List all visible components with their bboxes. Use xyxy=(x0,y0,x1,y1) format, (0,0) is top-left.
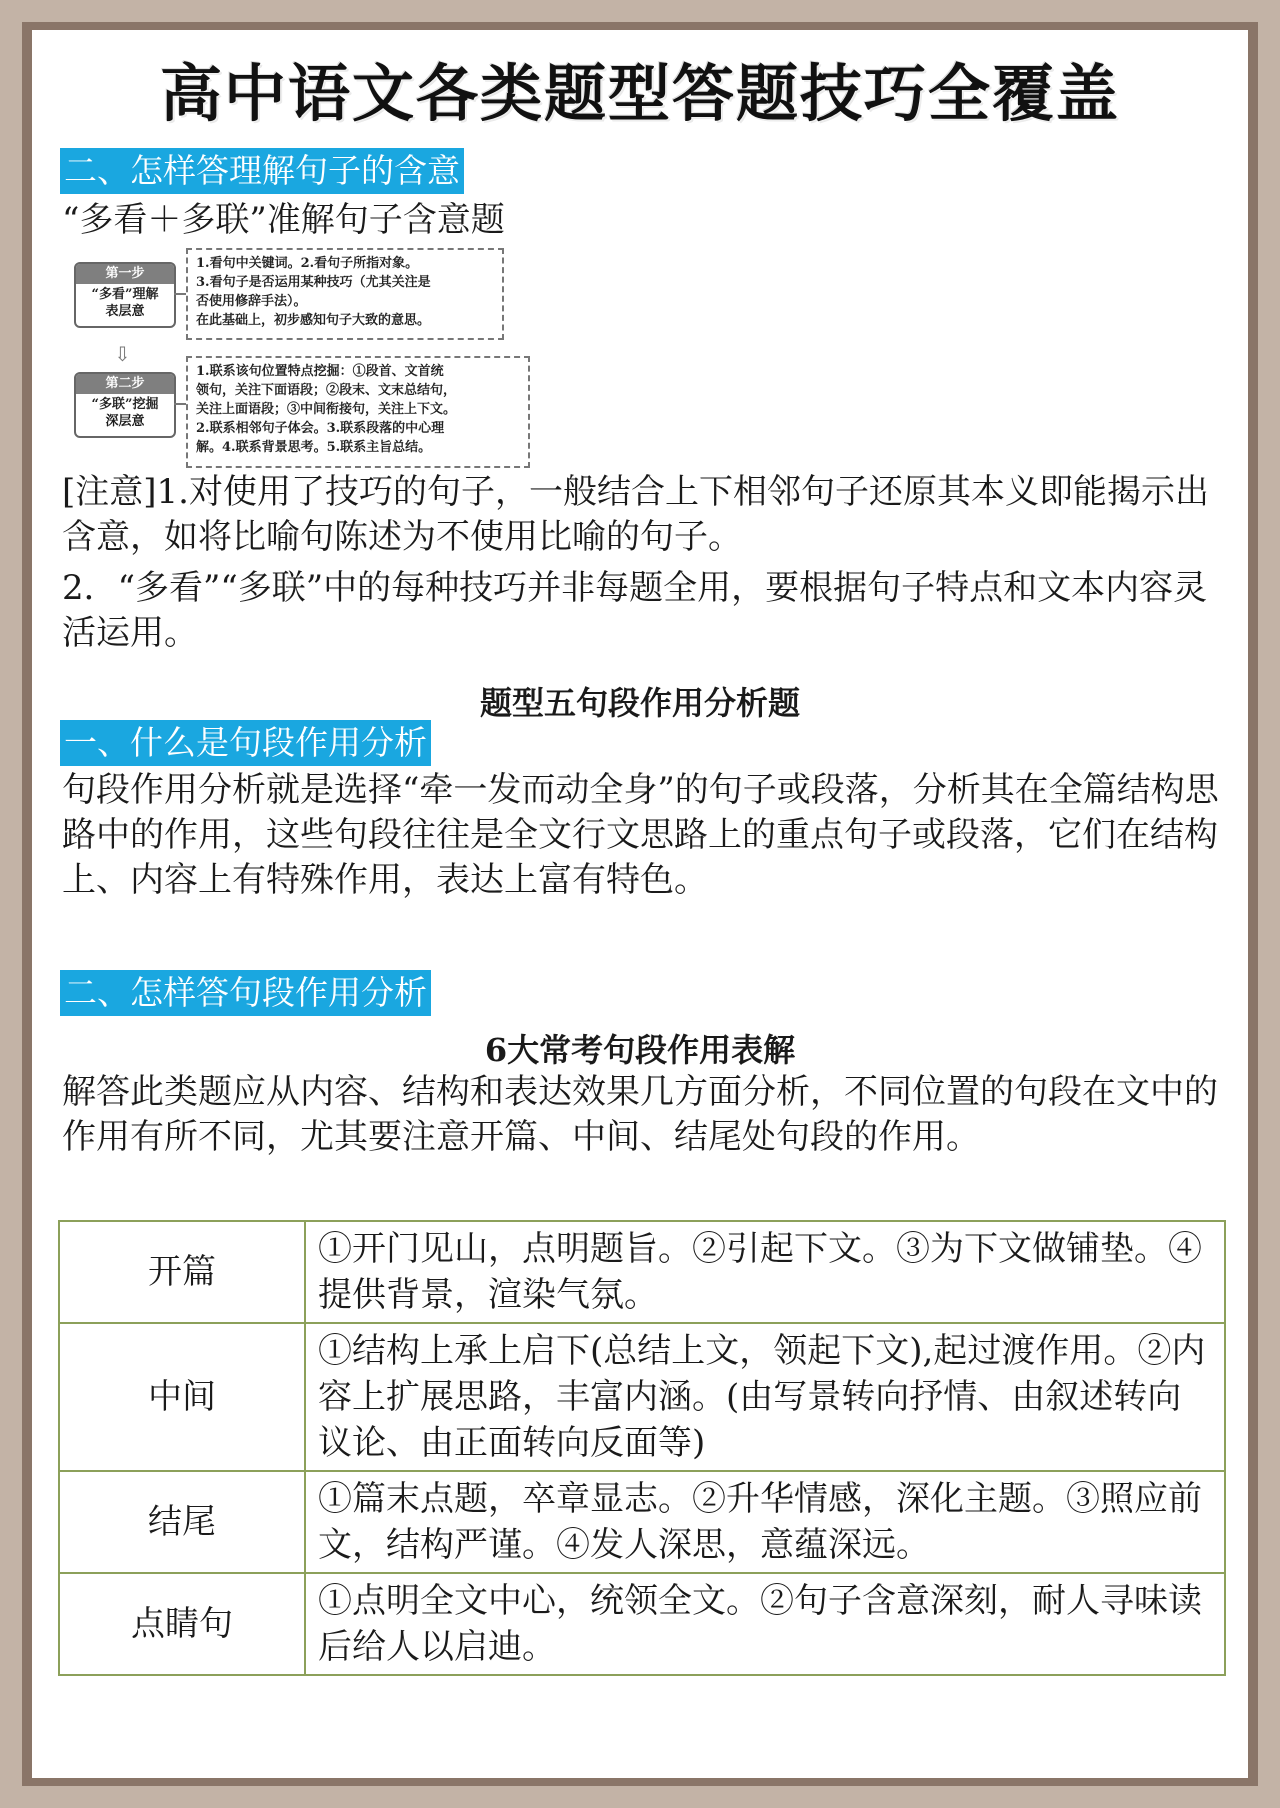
step2-head: 第二步 xyxy=(76,374,174,394)
position-cell: 开篇 xyxy=(59,1221,305,1323)
effect-cell: ①结构上承上启下(总结上文，领起下文),起过渡作用。②内容上扩展思路，丰富内涵。(由写景转向抒情、由叙述转向议论、由正面转向反面等) xyxy=(305,1323,1225,1471)
question-type-title: 题型五句段作用分析题 xyxy=(479,684,800,722)
document-page xyxy=(32,30,1248,1778)
table-row xyxy=(59,1573,1225,1675)
step1-item: 在此基础上，初步感知句子大致的意思。 xyxy=(196,313,431,328)
step2-item: 1.联系该句位置特点挖掘：①段首、文首统 xyxy=(196,364,444,379)
note-1: [注意]1.对使用了技巧的句子，一般结合上下相邻句子还原其本义即能揭示出含意，如将比喻句陈述为不使用比喻的句子。 xyxy=(62,472,1209,557)
step2-line2: 深层意 xyxy=(105,414,145,429)
step2-item: 关注上面语段；③中间衔接句，关注上下文。 xyxy=(196,402,457,417)
step2-details xyxy=(186,356,530,468)
step2-item: 解。4.联系背景思考。5.联系主旨总结。 xyxy=(196,440,432,455)
step1-item: 否使用修辞手法）。 xyxy=(196,294,307,309)
note-2: 2．“多看”“多联”中的每种技巧并非每题全用，要根据句子特点和文本内容灵活运用。 xyxy=(62,568,1208,653)
effect-cell: ①篇末点题，卒章显志。②升华情感，深化主题。③照应前文，结构严谨。④发人深思，意蕴深远。 xyxy=(305,1471,1225,1573)
effect-cell: ①开门见山，点明题旨。②引起下文。③为下文做铺垫。④提供背景，渲染气氛。 xyxy=(305,1221,1225,1323)
page-title: 高中语文各类题型答题技巧全覆盖 xyxy=(159,57,1120,130)
table-row xyxy=(59,1221,1225,1323)
effect-table xyxy=(58,1220,1226,1676)
table-row xyxy=(59,1323,1225,1471)
table-title: 6大常考句段作用表解 xyxy=(484,1031,796,1069)
step1-box xyxy=(74,262,176,328)
analysis-paragraph: 解答此类题应从内容、结构和表达效果几方面分析，不同位置的句段在文中的作用有所不同，尤其要注意开篇、中间、结尾处句段的作用。 xyxy=(62,1072,1218,1157)
step1-item: 3.看句子是否运用某种技巧（尤其关注是 xyxy=(196,275,431,290)
position-cell: 结尾 xyxy=(59,1471,305,1573)
step2-line1: “多联”挖掘 xyxy=(91,397,159,412)
step1-details xyxy=(186,248,504,340)
step1-line1: “多看”理解 xyxy=(91,287,159,302)
definition-paragraph: 句段作用分析就是选择“牵一发而动全身”的句子或段落，分析其在全篇结构思路中的作用，这些句段往往是全文行文思路上的重点句子或段落，它们在结构上、内容上有特殊作用，表达上富有特色。 xyxy=(62,770,1219,900)
section-heading-how: 二、怎样答句段作用分析 xyxy=(60,970,431,1016)
step1-item: 1.看句中关键词。2.看句子所指对象。 xyxy=(196,256,419,271)
step2-item: 领句，关注下面语段；②段末、文末总结句， xyxy=(196,383,457,398)
step2-item: 2.联系相邻句子体会。3.联系段落的中心理 xyxy=(196,421,445,436)
position-cell: 中间 xyxy=(59,1323,305,1471)
down-arrow-icon: ⇩ xyxy=(114,342,131,366)
step1-head: 第一步 xyxy=(76,264,174,284)
position-cell: 点睛句 xyxy=(59,1573,305,1675)
step2-box xyxy=(74,372,176,438)
section-heading-sentence-meaning: 二、怎样答理解句子的含意 xyxy=(60,148,464,194)
section-heading-what: 一、什么是句段作用分析 xyxy=(60,720,431,766)
effect-cell: ①点明全文中心，统领全文。②句子含意深刻，耐人寻味读后给人以启迪。 xyxy=(305,1573,1225,1675)
subtitle-method: “多看＋多联”准解句子含意题 xyxy=(62,200,505,240)
table-row xyxy=(59,1471,1225,1573)
step1-line2: 表层意 xyxy=(105,304,145,319)
